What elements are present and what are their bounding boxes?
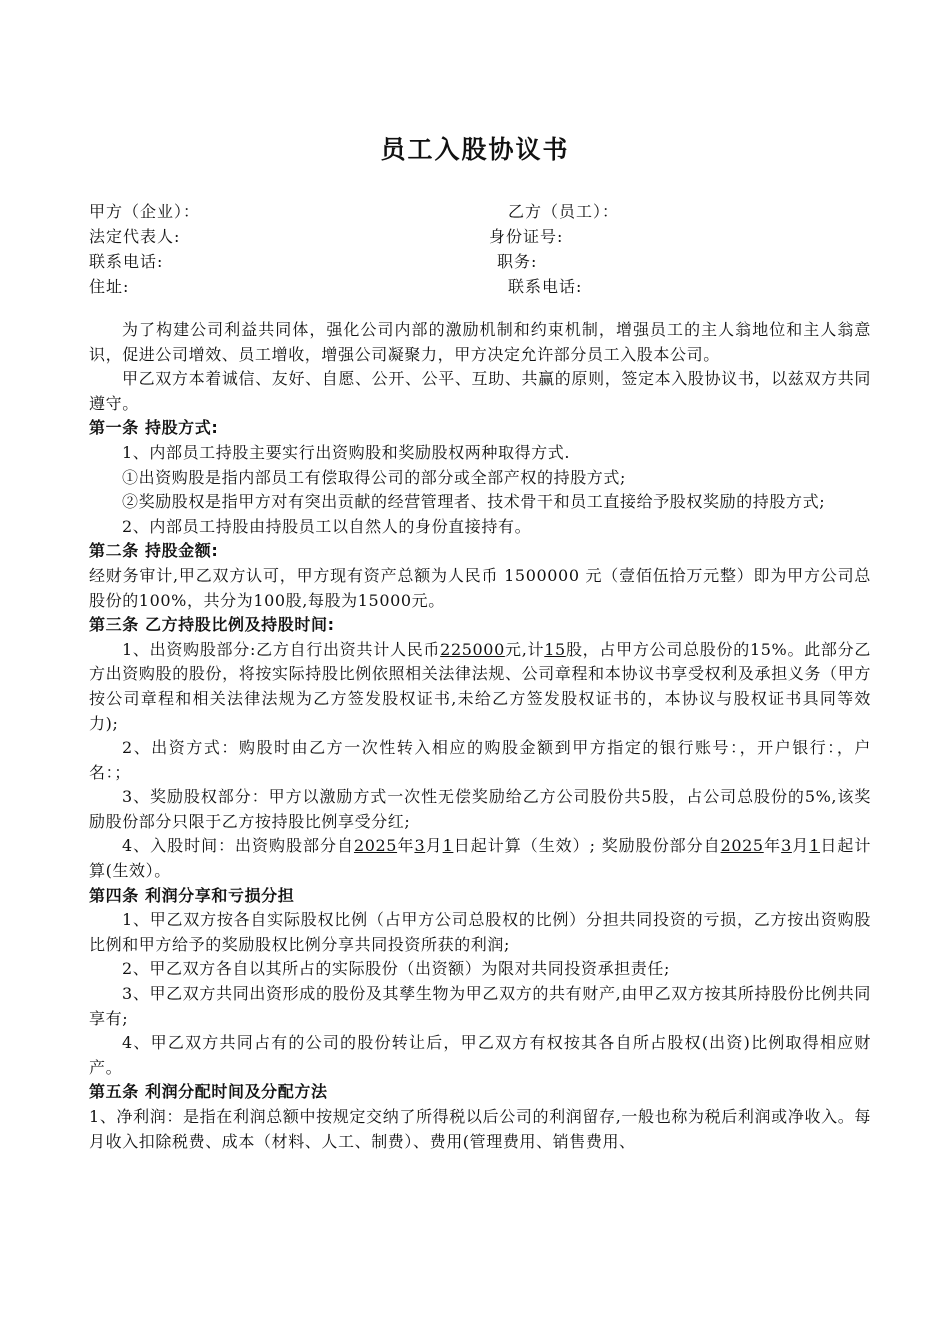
- party-a-legal-rep-label: 法定代表人:: [89, 227, 181, 246]
- document-title: 员工入股协议书: [380, 135, 570, 164]
- preamble-paragraph-1: 为了构建公司利益共同体，强化公司内部的激励机制和约束机制，增强员工的主人翁地位和主人翁意识，促进公司增效、员工增收，增强公司凝聚力，甲方决定允许部分员工入股本公司。: [89, 320, 871, 364]
- party-b-position-label: 职务:: [497, 252, 538, 271]
- article-4-item-2: 2、甲乙双方各自以其所占的实际股份（出资额）为限对共同投资承担责任;: [122, 959, 670, 979]
- article-1-item-1a: ①出资购股是指内部员工有偿取得公司的部分或全部产权的持股方式;: [122, 467, 626, 487]
- month-label: 月: [791, 836, 810, 856]
- article-3-item-2: 2、出资方式：购股时由乙方一次性转入相应的购股金额到甲方指定的银行账号：，开户银行：，户名：；: [89, 738, 871, 782]
- article-3-item-1: [89, 638, 871, 736]
- article-1-item-1: 1、内部员工持股主要实行出资购股和奖励股权两种取得方式.: [122, 442, 571, 462]
- article-5-heading: 第五条 利润分配时间及分配方法: [89, 1082, 328, 1102]
- reward-start-day-field: 1: [809, 836, 821, 856]
- reward-start-month-field: 3: [781, 836, 792, 856]
- article-3-item-4-text-a: 4、入股时间：出资购股部分自: [122, 836, 354, 856]
- article-2-paragraph: 经财务审计,甲乙双方认可，甲方现有资产总额为人民币 1500000 元（壹佰伍拾万元整）即为甲方公司总股份的100%，共分为100股,每股为15000元。: [89, 565, 871, 610]
- purchase-start-day-field: 1: [442, 836, 454, 856]
- article-3-item-1-text-a: 1、出资购股部分:乙方自行出资共计人民币: [122, 639, 441, 659]
- party-b-phone-label: 联系电话:: [508, 277, 583, 296]
- party-b-id-label: 身份证号:: [489, 227, 564, 246]
- article-4-item-1: 1、甲乙双方按各自实际股权比例（占甲方公司总股权的比例）分担共同投资的亏损，乙方按出资购股比例和甲方给予的奖励股权比例分享共同投资所获的利润;: [89, 910, 871, 954]
- party-b-employee-label: 乙方（员工）：: [508, 202, 620, 221]
- agreement-body: [89, 318, 871, 1154]
- article-3-item-4: [89, 834, 871, 883]
- year-label: 年: [763, 836, 782, 856]
- party-a-company-label: 甲方（企业）：: [89, 202, 201, 221]
- purchase-shares-field: 15: [544, 639, 566, 659]
- party-a-address-label: 住址:: [89, 277, 130, 296]
- article-3-item-1-text-b: 元,计: [504, 639, 545, 659]
- article-1-item-2: 2、内部员工持股由持股员工以自然人的身份直接持有。: [122, 516, 532, 536]
- purchase-amount-field: 225000: [440, 639, 505, 659]
- article-2-heading: 第二条 持股金额:: [89, 541, 219, 561]
- article-4-heading: 第四条 利润分享和亏损分担: [89, 885, 295, 905]
- article-1-item-1b: ②奖励股权是指甲方对有突出贡献的经营管理者、技术骨干和员工直接给予股权奖励的持股方式;: [122, 492, 826, 512]
- article-4-item-4: 4、甲乙双方共同占有的公司的股份转让后，甲乙双方有权按其各自所占股权(出资)比例取得相应财产。: [89, 1033, 871, 1077]
- article-1-heading: 第一条 持股方式:: [89, 418, 219, 438]
- article-3-heading: 第三条 乙方持股比例及持股时间:: [89, 615, 335, 635]
- article-4-item-3: 3、甲乙双方共同出资形成的股份及其孳生物为甲乙双方的共有财产,由甲乙双方按其所持股份比例共同享有;: [89, 984, 871, 1028]
- month-label: 月: [425, 836, 443, 856]
- article-3-item-1-text-c: 股，占甲方公司总股份的15%。此部分乙方出资购股的股份，将按实际持股比例依照相关法律法规、公司章程和本协议书享受权利及承担义务（甲方按公司章程和相关法律法规为乙方签发股权证书,未给乙方签发股权证书的，本协议与股权证书具同等效力);: [89, 639, 871, 733]
- preamble-paragraph-2: 甲乙双方本着诚信、友好、自愿、公开、公平、互助、共赢的原则，签定本入股协议书，以兹双方共同遵守。: [89, 369, 871, 413]
- article-5-item-1: 1、净利润：是指在利润总额中按规定交纳了所得税以后公司的利润留存,一般也称为税后利润或净收入。每月收入扣除税费、成本（材料、人工、制费）、费用(管理费用、销售费用、: [89, 1107, 871, 1151]
- reward-start-year-field: 2025: [720, 836, 764, 856]
- article-3-item-3: 3、奖励股权部分：甲方以激励方式一次性无偿奖励给乙方公司股份共5股，占公司总股份的5%,该奖励股份部分只限于乙方按持股比例享受分红;: [89, 787, 871, 831]
- purchase-start-month-field: 3: [414, 836, 426, 856]
- year-label: 年: [397, 836, 415, 856]
- purchase-start-year-field: 2025: [353, 836, 398, 856]
- party-a-phone-label: 联系电话:: [89, 252, 164, 271]
- article-3-item-4-text-d: 日起计算（生效）; 奖励股份部分自: [453, 836, 721, 856]
- article-3-item-4-text-g: 日起计算(生效）。: [89, 836, 871, 881]
